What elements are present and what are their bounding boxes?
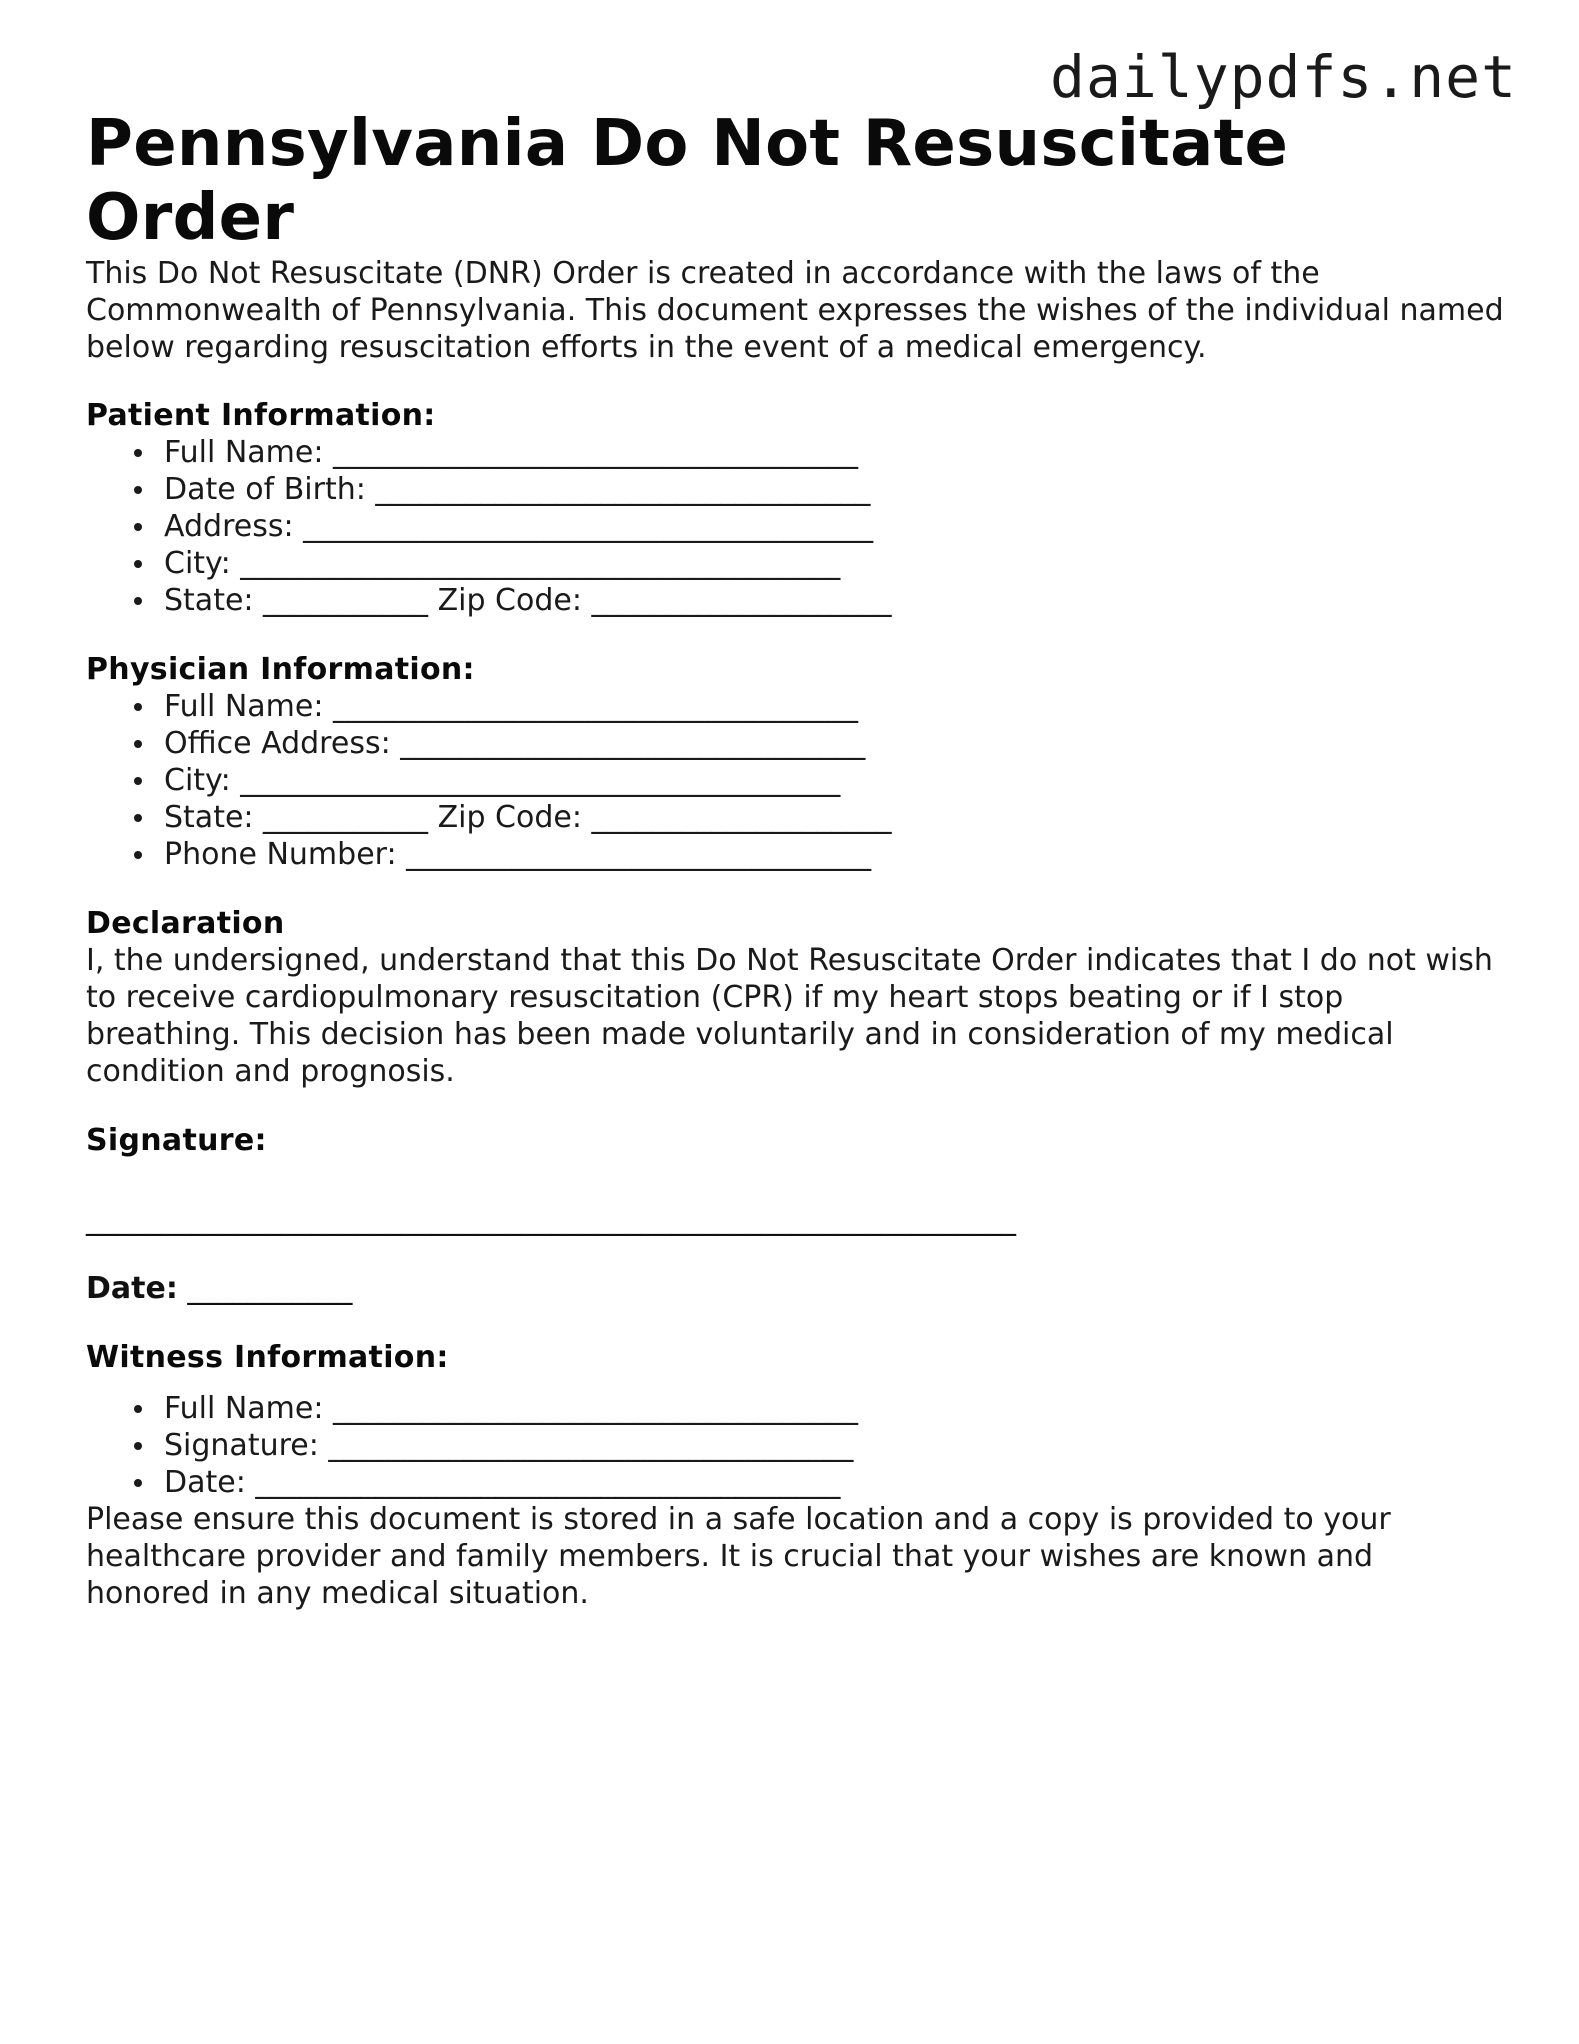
date-label: Date: (86, 1271, 178, 1307)
physician-state-zip-field[interactable]: State: ___________ Zip Code: ____________________ (164, 799, 1506, 836)
patient-city-field[interactable]: City: ________________________________________ (164, 545, 1506, 582)
witness-full-name-field[interactable]: Full Name: ___________________________________ (164, 1390, 1506, 1427)
witness-date-field[interactable]: Date: _______________________________________ (164, 1464, 1506, 1501)
declaration-heading: Declaration (86, 906, 285, 942)
page-title: Pennsylvania Do Not Resuscitate Order (86, 107, 1289, 255)
signature-line[interactable]: ______________________________________________________________ (86, 1202, 1016, 1238)
patient-state-zip-field[interactable]: State: ___________ Zip Code: ____________________ (164, 582, 1506, 619)
signature-heading: Signature: (86, 1123, 267, 1159)
patient-full-name-field[interactable]: Full Name: ___________________________________ (164, 434, 1506, 471)
closing-paragraph: Please ensure this document is stored in a safe location and a copy is provided to your healthcare provider and family members. It is crucial that your wishes are known and honored in any medical situation. (86, 1502, 1391, 1612)
declaration-paragraph: I, the undersigned, understand that this Do Not Resuscitate Order indicates that I do not wish to receive cardiopulmonary resuscitation (CPR) if my heart stops beating or if I stop breathing. This decision has been made voluntarily and in consideration of my medical condition and prognosis. (86, 943, 1493, 1090)
physician-heading: Physician Information: (86, 652, 475, 688)
physician-office-address-field[interactable]: Office Address: _______________________________ (164, 725, 1506, 762)
witness-heading: Witness Information: (86, 1340, 449, 1376)
date-row (86, 1270, 1506, 1307)
date-line[interactable]: ___________ (177, 1271, 353, 1307)
witness-fields (86, 1390, 1506, 1501)
physician-city-field[interactable]: City: ________________________________________ (164, 762, 1506, 799)
physician-fields (86, 688, 1506, 873)
watermark: dailypdfs.net (1050, 43, 1517, 111)
patient-heading: Patient Information: (86, 398, 436, 434)
patient-address-field[interactable]: Address: ______________________________________ (164, 508, 1506, 545)
witness-signature-field[interactable]: Signature: ___________________________________ (164, 1427, 1506, 1464)
patient-fields (86, 434, 1506, 619)
physician-full-name-field[interactable]: Full Name: ___________________________________ (164, 688, 1506, 725)
patient-dob-field[interactable]: Date of Birth: _________________________________ (164, 471, 1506, 508)
physician-phone-field[interactable]: Phone Number: _______________________________ (164, 836, 1506, 873)
document-page (86, 108, 1506, 1612)
intro-paragraph: This Do Not Resuscitate (DNR) Order is created in accordance with the laws of the Commonwealth of Pennsylvania. This document expresses the wishes of the individual named below regarding resuscitation efforts in the event of a medical emergency. (86, 256, 1504, 366)
